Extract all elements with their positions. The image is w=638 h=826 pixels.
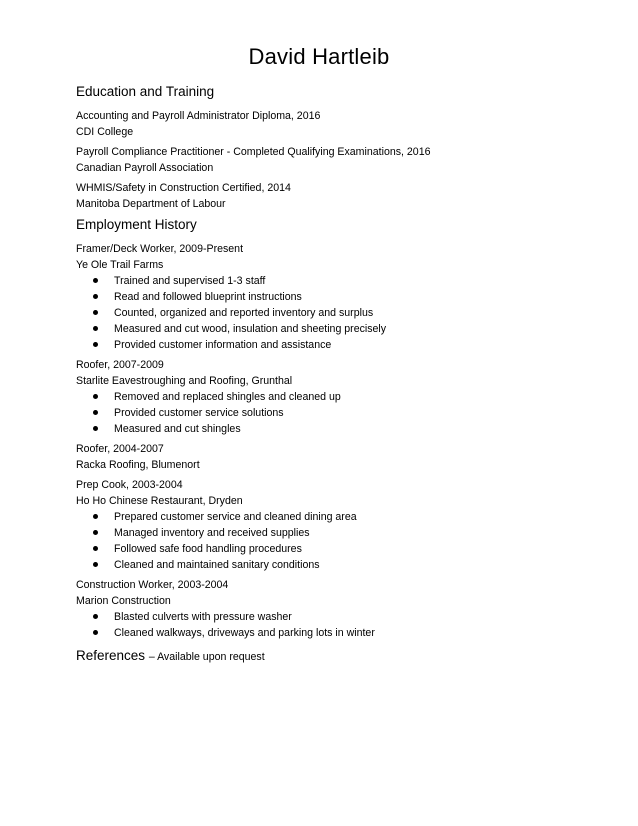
job-entry: [76, 577, 596, 641]
job-employer: Starlite Eavestroughing and Roofing, Grunthal: [76, 375, 293, 387]
duty-item: Trained and supervised 1-3 staff: [76, 273, 596, 289]
job-title: Construction Worker, 2003-2004: [76, 579, 229, 591]
duty-item: Removed and replaced shingles and cleaned up: [76, 389, 596, 405]
employment-heading: Employment History: [76, 217, 197, 232]
bullet-icon: [93, 426, 98, 431]
job-employer: Racka Roofing, Blumenort: [76, 459, 200, 471]
job-duties: [76, 273, 596, 353]
bullet-icon: [93, 546, 98, 551]
resume-content: [76, 83, 596, 666]
duty-item: Measured and cut wood, insulation and sheeting precisely: [76, 321, 596, 337]
education-heading: Education and Training: [76, 84, 215, 99]
duty-item: Provided customer information and assistance: [76, 337, 596, 353]
duty-item: Cleaned walkways, driveways and parking lots in winter: [76, 625, 596, 641]
education-entry: [76, 144, 596, 176]
education-org: CDI College: [76, 126, 134, 138]
job-employer: Ho Ho Chinese Restaurant, Dryden: [76, 495, 243, 507]
education-title: Accounting and Payroll Administrator Diploma, 2016: [76, 110, 321, 122]
bullet-icon: [93, 394, 98, 399]
education-entry: [76, 108, 596, 140]
job-entry: [76, 441, 596, 473]
job-title: Roofer, 2004-2007: [76, 443, 164, 455]
education-org: Manitoba Department of Labour: [76, 198, 226, 210]
bullet-icon: [93, 326, 98, 331]
job-employer: Marion Construction: [76, 595, 171, 607]
job-duties: [76, 509, 596, 573]
bullet-icon: [93, 614, 98, 619]
duty-item: Read and followed blueprint instructions: [76, 289, 596, 305]
bullet-icon: [93, 514, 98, 519]
education-title: WHMIS/Safety in Construction Certified, 2014: [76, 182, 291, 194]
references-heading: References: [76, 648, 146, 663]
bullet-icon: [93, 530, 98, 535]
education-title: Payroll Compliance Practitioner - Completed Qualifying Examinations, 2016: [76, 146, 431, 158]
resume-name: David Hartleib: [248, 44, 390, 69]
job-duties: [76, 609, 596, 641]
job-entry: [76, 477, 596, 573]
duty-item: Managed inventory and received supplies: [76, 525, 596, 541]
references-line: [76, 647, 596, 666]
bullet-icon: [93, 562, 98, 567]
duty-item: Prepared customer service and cleaned dining area: [76, 509, 596, 525]
bullet-icon: [93, 278, 98, 283]
duty-item: Followed safe food handling procedures: [76, 541, 596, 557]
job-title: Prep Cook, 2003-2004: [76, 479, 183, 491]
references-note: – Available upon request: [148, 651, 265, 663]
job-title: Roofer, 2007-2009: [76, 359, 164, 371]
duty-item: Measured and cut shingles: [76, 421, 596, 437]
job-title: Framer/Deck Worker, 2009-Present: [76, 243, 244, 255]
duty-item: Blasted culverts with pressure washer: [76, 609, 596, 625]
job-entry: [76, 241, 596, 353]
education-org: Canadian Payroll Association: [76, 162, 214, 174]
education-entry: [76, 180, 596, 212]
bullet-icon: [93, 294, 98, 299]
duty-item: Counted, organized and reported inventory and surplus: [76, 305, 596, 321]
job-entry: [76, 357, 596, 437]
duty-item: Cleaned and maintained sanitary conditions: [76, 557, 596, 573]
bullet-icon: [93, 342, 98, 347]
duty-item: Provided customer service solutions: [76, 405, 596, 421]
bullet-icon: [93, 310, 98, 315]
bullet-icon: [93, 410, 98, 415]
job-employer: Ye Ole Trail Farms: [76, 259, 164, 271]
job-duties: [76, 389, 596, 437]
bullet-icon: [93, 630, 98, 635]
